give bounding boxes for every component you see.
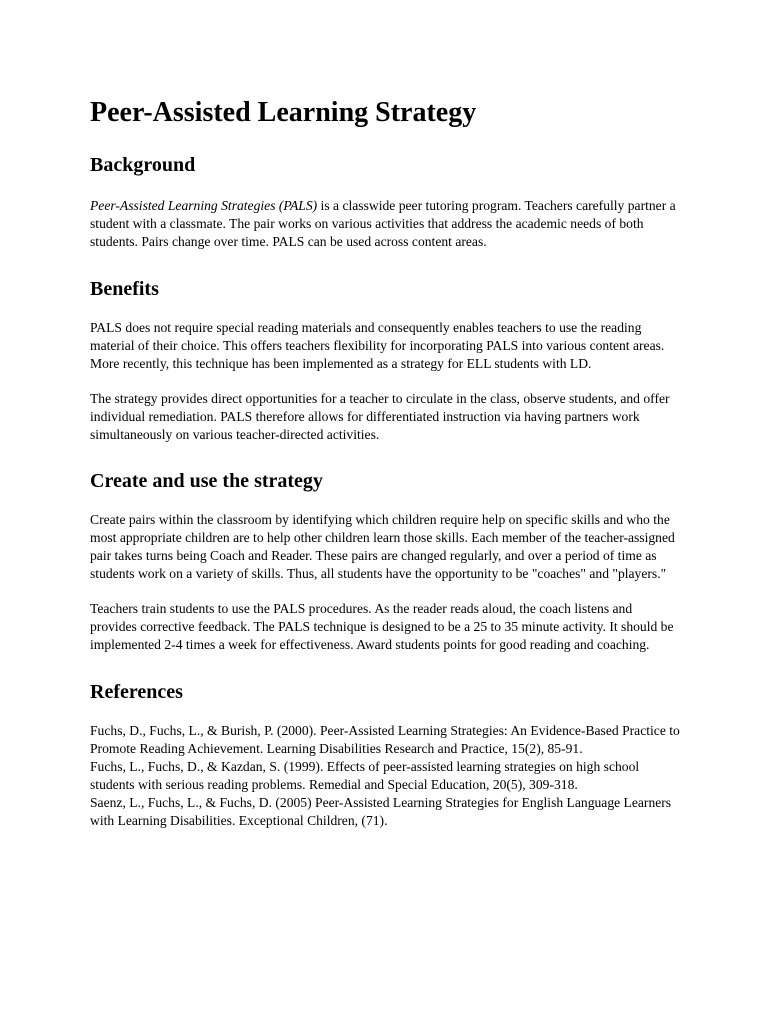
background-text: is a classwide peer tutoring program. Teachers carefully partner a student with a classmate. The pair works on various activities that address the academic needs of both students. Pairs change over time. PALS can be used across content areas. — [90, 198, 676, 249]
page-title: Peer-Assisted Learning Strategy — [90, 97, 477, 128]
document-page — [90, 94, 682, 830]
paragraph-create-2: Teachers train students to use the PALS procedures. As the reader reads aloud, the coach listens and provides corrective feedback. The PALS technique is designed to be a 25 to 35 minute activity. It should be implemented 2-4 times a week for effectiveness. Award students points for good reading and coaching. — [90, 601, 674, 652]
reference-item: Fuchs, L., Fuchs, D., & Kazdan, S. (1999). Effects of peer-assisted learning strategies on high school students with serious reading problems. Remedial and Special Education, 20(5), 309-318. — [90, 759, 640, 792]
paragraph-benefits-2: The strategy provides direct opportunities for a teacher to circulate in the class, observe students, and offer individual remediation. PALS therefore allows for differentiated instruction via having partners work simultaneously on various teacher-directed activities. — [90, 391, 670, 442]
heading-background: Background — [90, 154, 196, 176]
paragraph-background — [90, 197, 682, 251]
paragraph-create-1: Create pairs within the classroom by identifying which children require help on specific skills and who the most appropriate children are to help other children learn those skills. Each member of the teacher-assigned pair takes turns being Coach and Reader. These pairs are changed regularly, and over a period of time as students work on a variety of skills. Thus, all students have the opportunity to be "coaches" and "players." — [90, 512, 675, 581]
pals-term: Peer-Assisted Learning Strategies (PALS) — [90, 198, 318, 213]
paragraph-benefits-1: PALS does not require special reading materials and consequently enables teachers to use the reading material of their choice. This offers teachers flexibility for incorporating PALS into various content areas. More recently, this technique has been implemented as a strategy for ELL students with LD. — [90, 320, 665, 371]
heading-create-strategy: Create and use the strategy — [90, 470, 323, 492]
reference-item: Fuchs, D., Fuchs, L., & Burish, P. (2000). Peer-Assisted Learning Strategies: An Evidence-Based Practice to Promote Reading Achievement. Learning Disabilities Research and Practice, 15(2), 85-91. — [90, 723, 680, 756]
reference-item: Saenz, L., Fuchs, L., & Fuchs, D. (2005) Peer-Assisted Learning Strategies for English Language Learners with Learning Disabilities. Exceptional Children, (71). — [90, 795, 672, 828]
heading-references: References — [90, 681, 183, 703]
heading-benefits: Benefits — [90, 278, 159, 300]
